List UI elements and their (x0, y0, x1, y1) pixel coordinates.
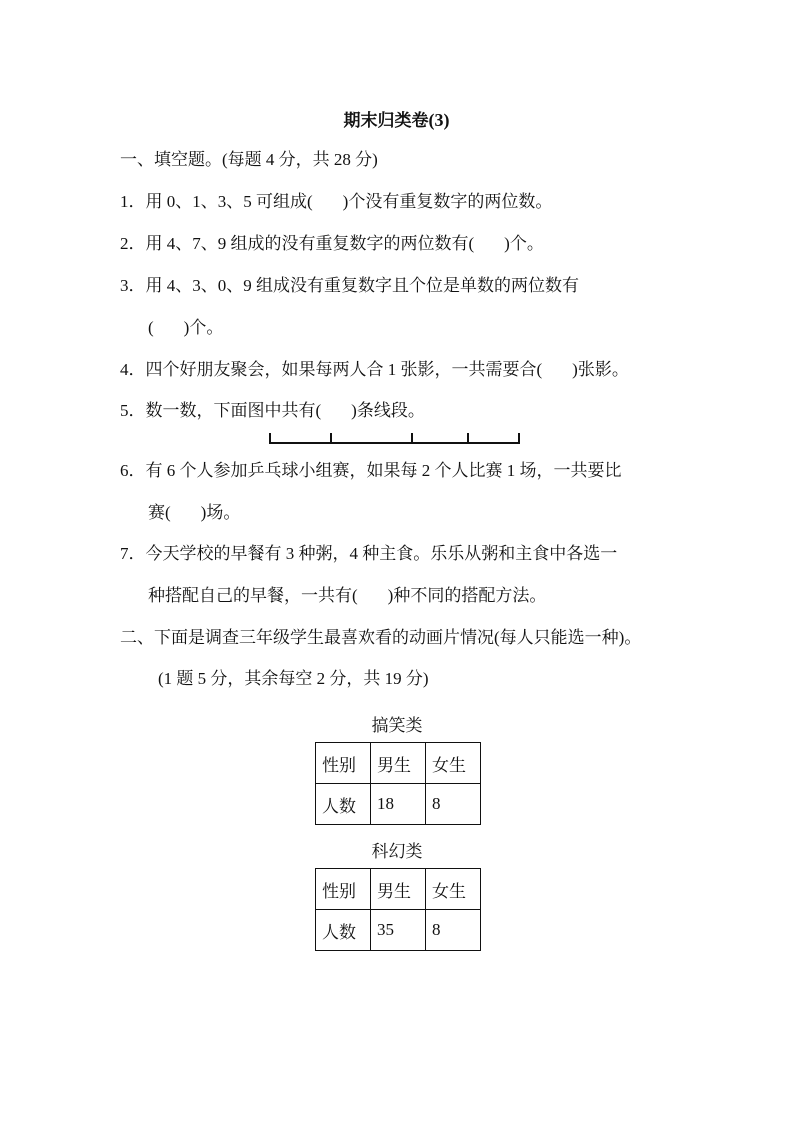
question-3-line2 (148, 317, 223, 339)
title-number: (3) (428, 110, 450, 130)
header-cell: 性别 (316, 869, 371, 910)
section2-subheading: (1 题 5 分，其余每空 2 分，共 19 分) (158, 669, 429, 688)
q3-text-after: )个。 (183, 318, 224, 337)
girls-count-cell: 8 (426, 910, 481, 951)
q4-text-after: )张影。 (572, 360, 629, 379)
segment-point (518, 433, 520, 444)
row-label-cell: 人数 (316, 910, 371, 951)
scifi-table (315, 868, 481, 951)
segment-point (330, 433, 332, 444)
table-caption-scifi: 科幻类 (371, 842, 423, 861)
question-7-line1: 7．今天学校的早餐有 3 种粥，4 种主食。乐乐从粥和主食中各选一 (120, 544, 618, 563)
title-text: 期末归类卷 (343, 111, 429, 131)
table-header-row (316, 743, 481, 784)
table-row (316, 784, 481, 825)
q1-text-before: 1．用 0、1、3、5 可组成( (120, 192, 313, 211)
boys-count-cell: 35 (371, 910, 426, 951)
question-6-line2 (148, 502, 240, 524)
q1-text-after: )个没有重复数字的两位数。 (342, 192, 553, 211)
segment-baseline (269, 442, 520, 444)
header-cell: 性别 (316, 743, 371, 784)
header-cell: 男生 (371, 869, 426, 910)
girls-count-cell: 8 (426, 784, 481, 825)
question-5 (120, 400, 425, 422)
table-header-row (316, 869, 481, 910)
q5-text-before: 5．数一数，下面图中共有( (120, 401, 322, 420)
header-cell: 男生 (371, 743, 426, 784)
segment-point (269, 433, 271, 444)
table-row (316, 910, 481, 951)
question-2 (120, 233, 544, 255)
comedy-table (315, 742, 481, 825)
boys-count-cell: 18 (371, 784, 426, 825)
question-1 (120, 191, 552, 213)
row-label-cell: 人数 (316, 784, 371, 825)
question-6-line1: 6．有 6 个人参加乒乓球小组赛，如果每 2 个人比赛 1 场，一共要比 (120, 461, 622, 480)
q7-text-before: 种搭配自己的早餐，一共有( (148, 586, 358, 605)
q2-text-before: 2．用 4、7、9 组成的没有重复数字的两位数有( (120, 234, 475, 253)
header-cell: 女生 (426, 869, 481, 910)
q5-text-after: )条线段。 (351, 401, 425, 420)
section2-heading: 二、下面是调查三年级学生最喜欢看的动画片情况(每人只能选一种)。 (120, 628, 642, 647)
q7-text-after: )种不同的搭配方法。 (387, 586, 547, 605)
question-7-line2 (148, 585, 546, 607)
q2-text-after: )个。 (504, 234, 544, 253)
q6-text-before: 赛( (148, 503, 171, 522)
section1-heading: 一、填空题。(每题 4 分，共 28 分) (120, 150, 378, 169)
q6-text-after: )场。 (200, 503, 241, 522)
header-cell: 女生 (426, 743, 481, 784)
table-caption-comedy: 搞笑类 (371, 716, 423, 735)
question-3-line1: 3．用 4、3、0、9 组成没有重复数字且个位是单数的两位数有 (120, 276, 579, 295)
line-segment-diagram (269, 432, 520, 444)
page-title (0, 106, 793, 131)
segment-point (411, 433, 413, 444)
q3-text-before: ( (148, 318, 154, 337)
question-4 (120, 359, 629, 381)
segment-point (467, 433, 469, 444)
q4-text-before: 4．四个好朋友聚会，如果每两人合 1 张影，一共需要合( (120, 360, 543, 379)
